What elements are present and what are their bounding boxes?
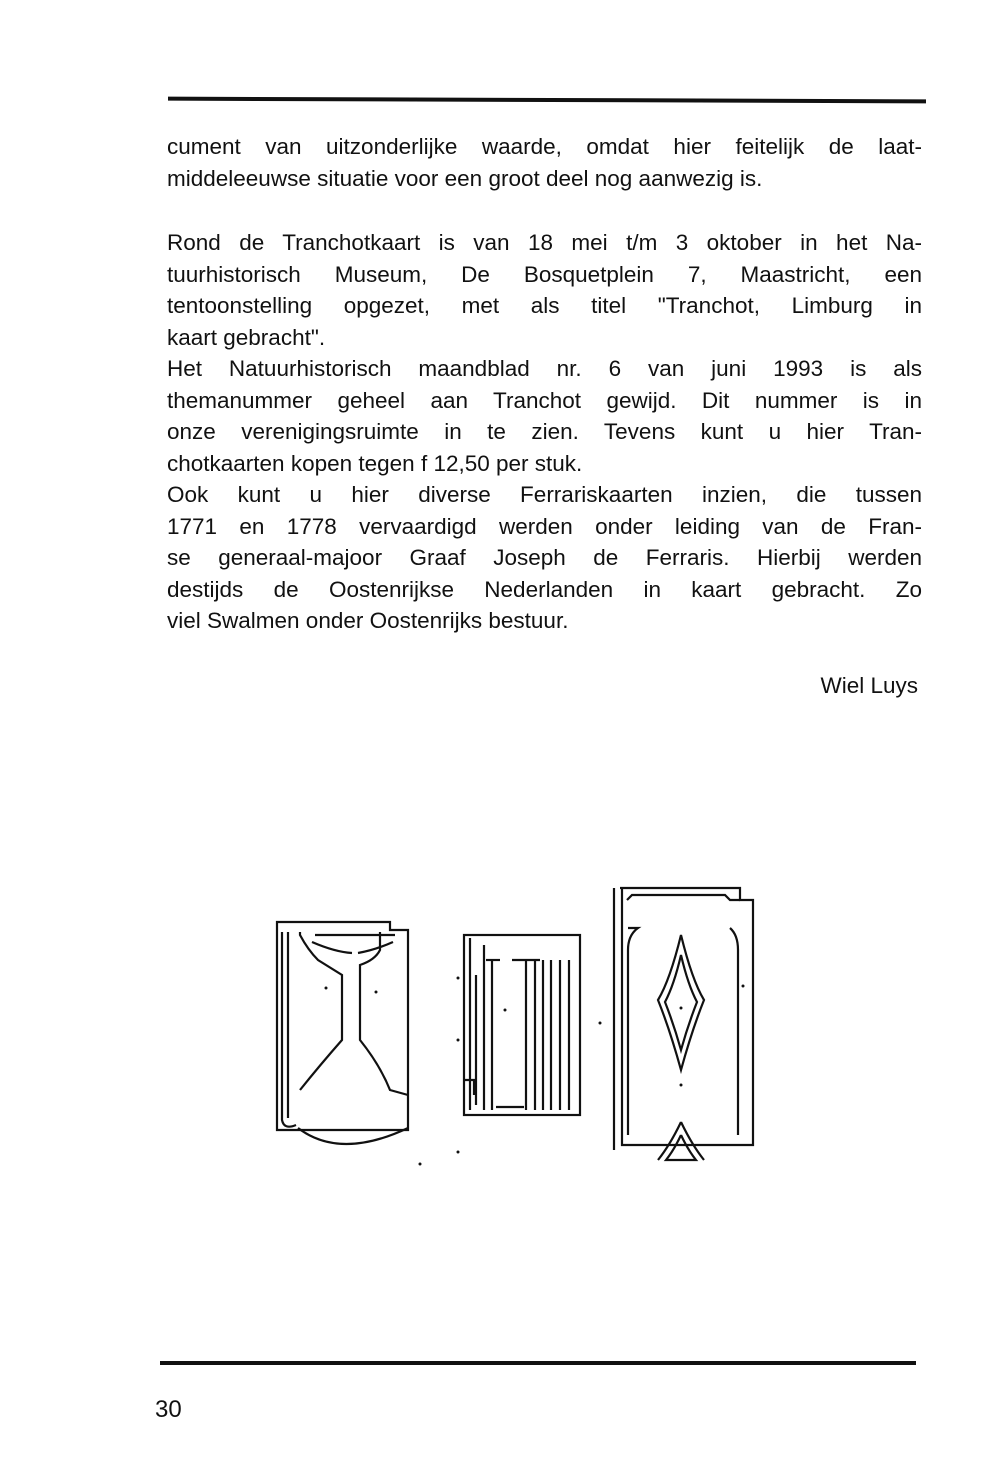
paragraph-intro <box>167 131 922 194</box>
text-line: onze verenigingsruimte in te zien. Tevens kunt u hier Tran- <box>167 419 922 444</box>
page-number: 30 <box>155 1396 182 1423</box>
text-line: tuurhistorisch Museum, De Bosquetplein 7, Maastricht, een <box>167 261 922 287</box>
text-line: Het Natuurhistorisch maandblad nr. 6 van juni 1993 is als <box>167 356 922 381</box>
author-signature: Wiel Luys <box>820 673 918 698</box>
bottom-rule <box>160 1361 916 1365</box>
tile-drawing-left <box>277 922 408 1144</box>
top-rule <box>168 97 926 104</box>
text-line: kaart gebracht". <box>167 324 326 350</box>
text-line: chotkaarten kopen tegen f 12,50 per stuk. <box>167 450 583 476</box>
text-line: tentoonstelling opgezet, met als titel "Tranchot, Limburg in <box>167 293 922 318</box>
text-line: cument van uitzonderlijke waarde, omdat hier feitelijk de laat- <box>167 134 922 159</box>
text-line: Ook kunt u hier diverse Ferrariskaarten inzien, die tussen <box>167 482 922 507</box>
text-line: destijds de Oostenrijkse Nederlanden in kaart gebracht. Zo <box>167 576 922 602</box>
text-line: themanummer geheel aan Tranchot gewijd. Dit nummer is in <box>167 387 922 413</box>
text-line: 1771 en 1778 vervaardigd werden onder leiding van de Fran- <box>167 513 922 539</box>
text-line: viel Swalmen onder Oostenrijks bestuur. <box>167 608 569 633</box>
text-line: middeleeuwse situatie voor een groot deel nog aanwezig is. <box>167 165 763 191</box>
text-line: Rond de Tranchotkaart is van 18 mei t/m 3 oktober in het Na- <box>167 230 922 255</box>
tile-drawing-right <box>614 888 753 1160</box>
tile-drawing-middle <box>464 935 580 1115</box>
paragraph-exhibition <box>167 227 922 637</box>
text-line: se generaal-majoor Graaf Joseph de Ferraris. Hierbij werden <box>167 545 922 570</box>
roof-tiles-illustration <box>260 880 820 1180</box>
